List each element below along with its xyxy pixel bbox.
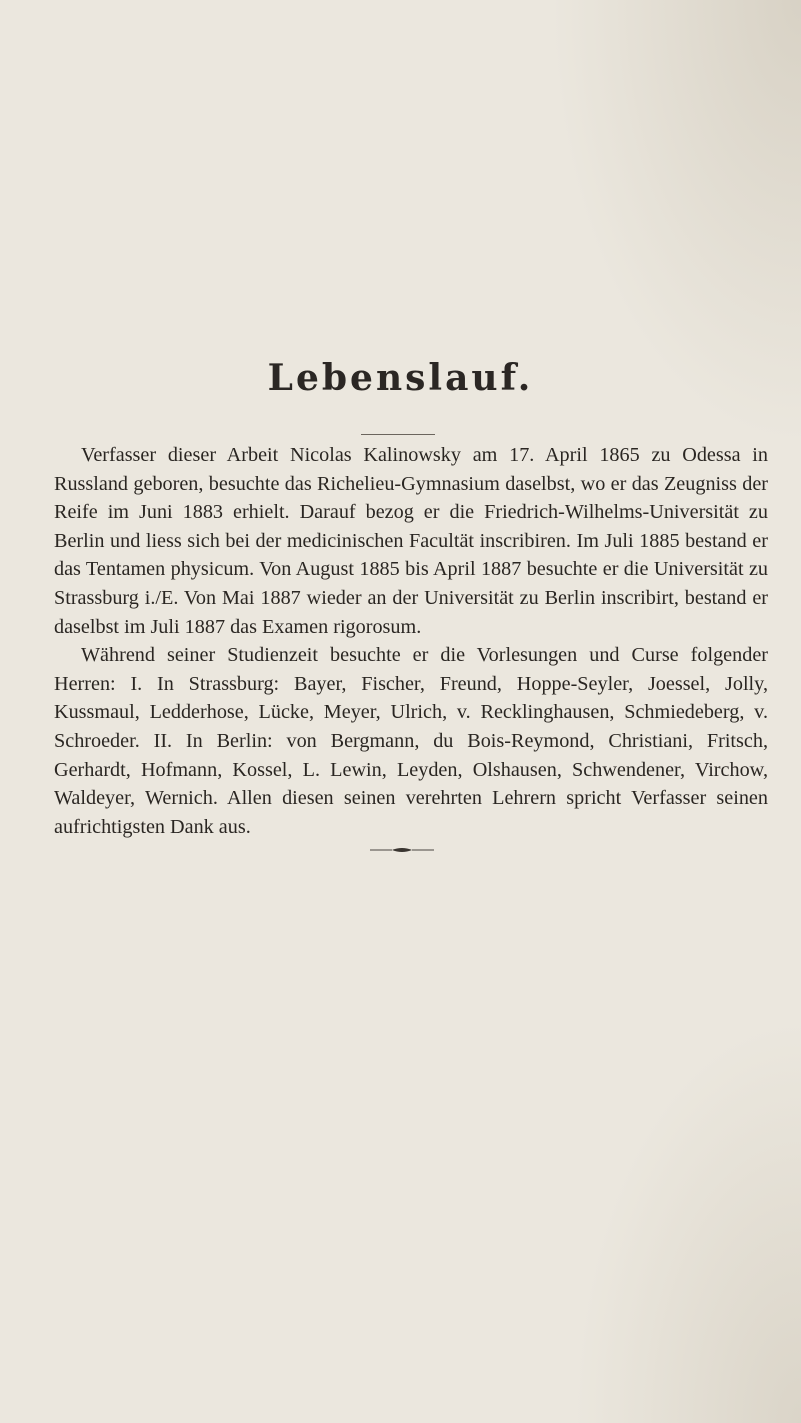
paragraph-teachers: Während seiner Studienzeit besuchte er die Vorlesungen und Curse folgender Herren: I. In Strassburg: Bayer, Fischer, Freund, Hoppe-Seyler, Joessel, Jolly, Kussmaul, Ledderhose, Lücke, Meyer, Ulrich, v. Recklinghausen, Schmiedeberg, v. Schroeder. II. In Berlin: von Bergmann, du Bois-Reymond, Christiani, Fritsch, Gerhardt, Hofmann, Kossel, L. Lewin, Leyden, Olshausen, Schwendener, Virchow, Waldeyer, Wernich. Allen diesen seinen verehrten Lehrern spricht Verfasser seinen aufrichtigsten Dank aus. [54, 644, 768, 838]
page-title: Lebenslauf. [267, 357, 534, 399]
paragraph-biography: Verfasser dieser Arbeit Nicolas Kalinowsky am 17. April 1865 zu Odessa in Russland geboren, besuchte das Richelieu-Gymnasium daselbst, wo er das Zeugniss der Reife im Juni 1883 erhielt. Darauf bezog er die Friedrich-Wilhelms-Universität zu Berlin und liess sich bei der medicinischen Facultät inscribiren. Im Juli 1885 bestand er das Tentamen physicum. Von August 1885 bis April 1887 besuchte er die Universität zu Strassburg i./E. Von Mai 1887 wieder an der Universität zu Berlin inscribirt, bestand er daselbst im Juli 1887 das Examen rigorosum. [54, 444, 768, 638]
title-divider [361, 434, 435, 435]
end-ornament [370, 846, 434, 854]
body-text [54, 441, 768, 841]
